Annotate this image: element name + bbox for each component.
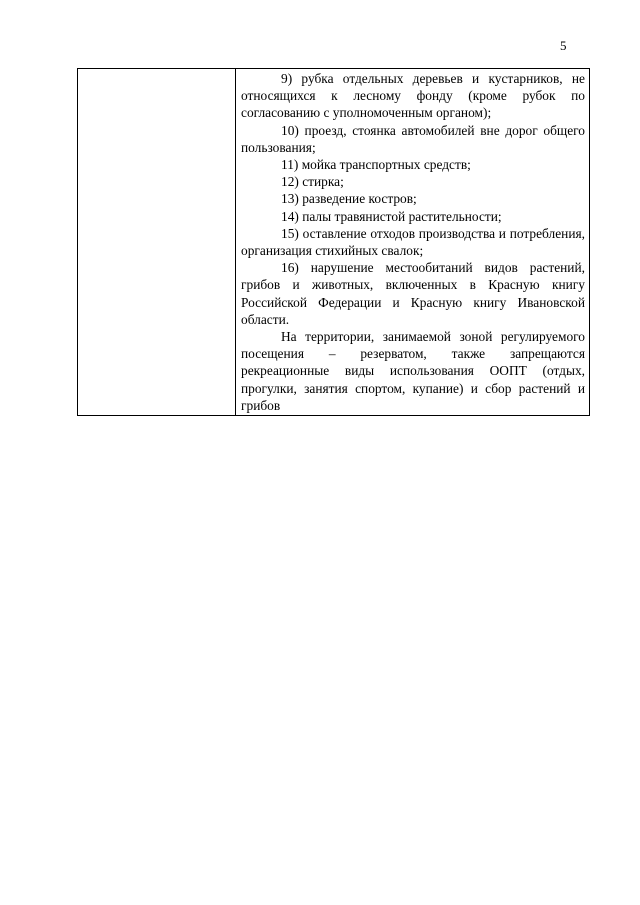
list-item-12: 12) стирка; xyxy=(281,174,344,190)
table-row xyxy=(78,69,590,416)
list-item-9: 9) рубка отдельных деревьев и кустарников, не относящихся к лесному фонду (кроме рубок по согласованию с уполномоченным органом); xyxy=(241,71,585,121)
document-table xyxy=(77,68,590,416)
list-item-10: 10) проезд, стоянка автомобилей вне дорог общего пользования; xyxy=(241,122,585,155)
table-cell-right xyxy=(236,69,590,416)
table-cell-left xyxy=(78,69,236,416)
list-item-16: 16) нарушение местообитаний видов растений, грибов и животных, включенных в Красную книгу Российской Федерации и Красную книгу Ивановской области. xyxy=(241,260,585,327)
closing-paragraph: На территории, занимаемой зоной регулируемого посещения – резерватом, также запрещаются рекреационные виды использования ООПТ (отдых, прогулки, занятия спортом, купание) и сбор растений и грибов xyxy=(241,329,585,413)
list-item-15: 15) оставление отходов производства и потребления, организация стихийных свалок; xyxy=(241,225,585,259)
list-item-14: 14) палы травянистой растительности; xyxy=(281,208,502,224)
list-item-13: 13) разведение костров; xyxy=(281,191,417,207)
page-number: 5 xyxy=(560,38,567,53)
list-item-11: 11) мойка транспортных средств; xyxy=(281,157,471,173)
